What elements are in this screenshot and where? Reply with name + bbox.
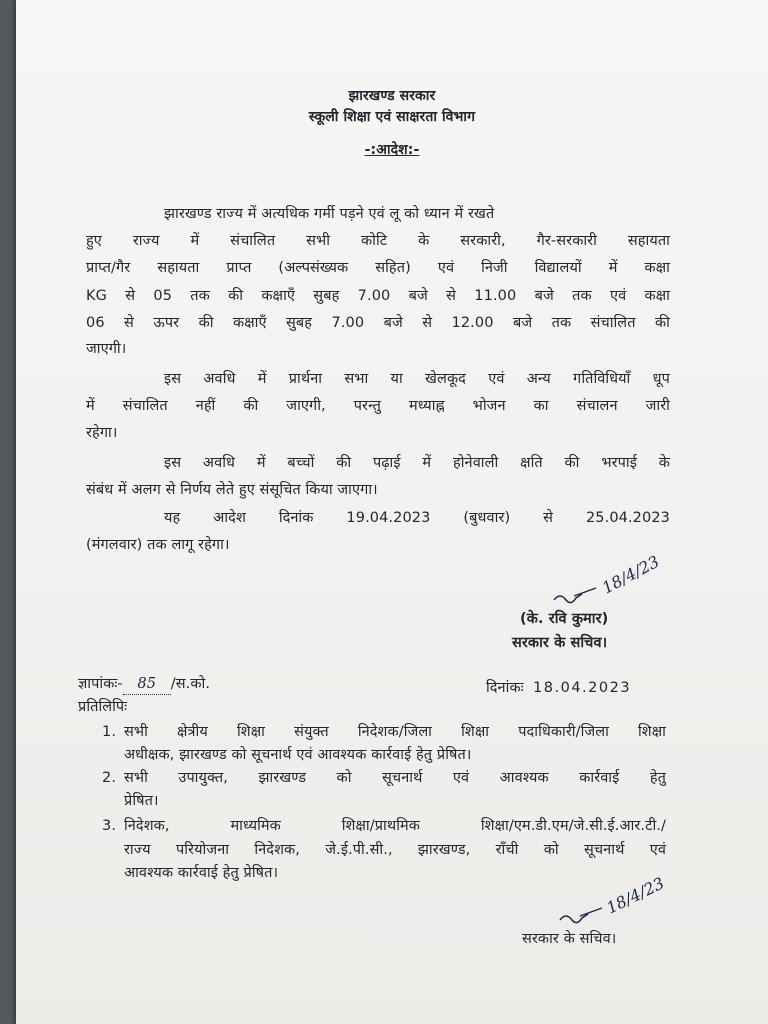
government-name: झारखण्ड सरकार (348, 88, 436, 104)
body-line: इस अवधि में प्रार्थना सभा या खेलकूद एवं अन्य गतिविधियाँ धूप (164, 371, 670, 387)
signatory-designation: सरकार के सचिव। (512, 635, 608, 651)
memo-date: दिनांकः 18.04.2023 (486, 680, 632, 696)
copy-item-line: सभी क्षेत्रीय शिक्षा संयुक्त निदेशक/जिला शिक्षा पदाधिकारी/जिला शिक्षा (124, 724, 666, 740)
body-line: 06 से ऊपर की कक्षाएँ सुबह 7.00 बजे से 12.00 बजे तक संचालित की (86, 315, 670, 331)
copy-item-line: अधीक्षक, झारखण्ड को सूचनार्थ एवं आवश्यक कार्रवाई हेतु प्रेषित। (124, 747, 472, 763)
copy-item-line: सभी उपायुक्त, झारखण्ड को सूचनार्थ एवं आवश्यक कार्रवाई हेतु (124, 770, 666, 786)
copy-item-line: प्रेषित। (124, 793, 159, 809)
copy-item-number: 1. (102, 724, 117, 740)
signatory-name: (के. रवि कुमार) (520, 611, 609, 627)
handwritten-signature (550, 551, 670, 614)
footer-signature-date: 18/4/23 (603, 873, 668, 918)
footer-signature-scribble-icon (556, 873, 676, 932)
copy-item-line: आवश्यक कार्रवाई हेतु प्रेषित। (124, 865, 279, 881)
department-name: स्कूली शिक्षा एवं साक्षरता विभाग (308, 109, 476, 125)
body-line: यह आदेश दिनांक 19.04.2023 (बुधवार) से 25.04.2023 (164, 510, 670, 526)
body-line: संबंध में अलग से निर्णय लेते हुए संसूचित किया जाएगा। (86, 482, 378, 498)
copy-item-number: 2. (102, 770, 117, 786)
body-line: (मंगलवार) तक लागू रहेगा। (86, 537, 230, 553)
signature-scribble-icon (550, 551, 670, 610)
body-line: जाएगी। (86, 341, 127, 357)
copy-item-line: राज्य परियोजना निदेशक, जे.ई.पी.सी., झारखण्ड, राँची को सूचनार्थ एवं (124, 842, 666, 858)
signature-date: 18/4/23 (598, 551, 663, 598)
copy-heading: प्रतिलिपिः (78, 699, 128, 715)
footer-handwritten-signature (556, 873, 676, 936)
body-line: रहेगा। (86, 425, 118, 441)
footer-designation: सरकार के सचिव। (522, 931, 617, 947)
body-line: हुए राज्य में संचालित सभी कोटि के सरकारी, गैर-सरकारी सहायता (86, 233, 670, 249)
order-document (16, 0, 768, 1024)
copy-item-number: 3. (102, 818, 117, 834)
memo-reference: ज्ञापांकः- 85 /स.को. (78, 674, 210, 695)
body-line: झारखण्ड राज्य में अत्यधिक गर्मी पड़ने एवं लू को ध्यान में रखते (164, 206, 495, 222)
body-line: प्राप्त/गैर सहायता प्राप्त (अल्पसंख्यक सहित) एवं निजी विद्यालयों में कक्षा (86, 260, 670, 276)
body-line: इस अवधि में बच्चों की पढ़ाई में होनेवाली क्षति की भरपाई के (164, 455, 670, 471)
body-line: KG से 05 तक की कक्षाएँ सुबह 7.00 बजे से 11.00 बजे तक एवं कक्षा (86, 288, 670, 304)
order-title: -:आदेश:- (364, 142, 420, 158)
body-line: में संचालित नहीं की जाएगी, परन्तु मध्याह्न भोजन का संचालन जारी (86, 398, 670, 414)
copy-item-line: निदेशक, माध्यमिक शिक्षा/प्राथमिक शिक्षा/एम.डी.एम/जे.सी.ई.आर.टी./ (124, 818, 666, 834)
memo-reference-number: 85 (123, 674, 171, 695)
